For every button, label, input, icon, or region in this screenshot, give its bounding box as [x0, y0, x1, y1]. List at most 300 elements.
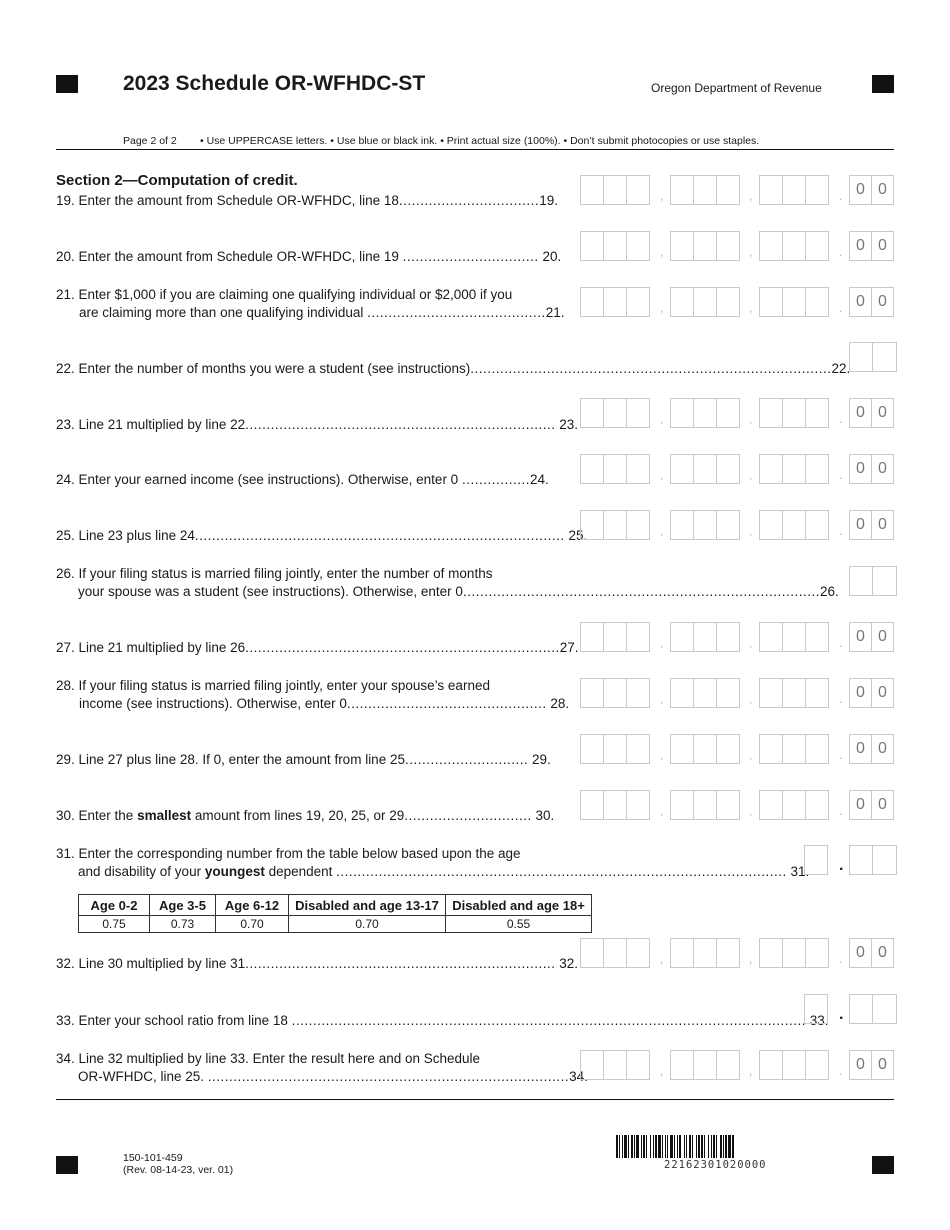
digit-cell[interactable] [671, 455, 694, 483]
barcode-bar [658, 1135, 661, 1158]
cents-digit: 0 [878, 293, 887, 310]
digit-cell[interactable] [627, 511, 649, 539]
digit-group[interactable] [670, 678, 740, 708]
digit-cell[interactable] [581, 455, 604, 483]
footer-divider [56, 1099, 894, 1100]
thousands-separator: , [660, 524, 664, 538]
digit-group[interactable] [759, 510, 829, 540]
digit-group[interactable] [670, 231, 740, 261]
line-24-label: 24. Enter your earned income (see instructions). Otherwise, enter 0 ................24. [56, 472, 549, 487]
decimal-separator: . [839, 245, 843, 259]
barcode-bar [728, 1135, 731, 1158]
line-19-amount-field[interactable] [580, 175, 896, 205]
digit-cell[interactable] [581, 511, 604, 539]
digit-cell[interactable] [581, 679, 604, 707]
digit-cell[interactable] [783, 1051, 806, 1079]
section-heading: Section 2—Computation of credit. [56, 172, 298, 189]
decimal-separator: . [839, 636, 843, 650]
line-21-amount-field[interactable] [580, 287, 896, 317]
digit-cell[interactable] [604, 511, 627, 539]
digit-cell[interactable] [717, 791, 739, 819]
age-factor-table [78, 894, 592, 933]
line-33-whole-digit[interactable] [804, 994, 828, 1024]
digit-cell[interactable] [694, 511, 717, 539]
header-divider [56, 149, 894, 150]
cents-group [849, 790, 894, 820]
cents-digit: 0 [878, 684, 887, 701]
digit-group[interactable] [580, 287, 650, 317]
barcode-bar [674, 1135, 675, 1158]
decimal-separator: . [839, 189, 843, 203]
line-21-label: 21. Enter $1,000 if you are claiming one qualifying individual or $2,000 if you are claiming more than one qualifying individual ..........................................21. [56, 287, 565, 320]
digit-cell[interactable] [783, 511, 806, 539]
barcode-bar [679, 1135, 681, 1158]
digit-cell[interactable] [671, 623, 694, 651]
digit-group[interactable] [759, 287, 829, 317]
barcode-bar [619, 1135, 620, 1158]
digit-cell[interactable] [604, 679, 627, 707]
cents-digit: 0 [878, 1056, 887, 1073]
digit-group[interactable] [670, 510, 740, 540]
thousands-separator: , [749, 524, 753, 538]
line-33-decimal-digits[interactable] [849, 994, 897, 1024]
digit-cell[interactable] [627, 232, 649, 260]
cents-digit: 0 [850, 939, 872, 967]
line-27-amount-field[interactable] [580, 622, 896, 652]
digit-cell[interactable] [806, 176, 828, 204]
digit-cell[interactable] [671, 791, 694, 819]
digit-group[interactable] [759, 175, 829, 205]
registration-mark-top-right [872, 75, 894, 93]
line-25-amount-field[interactable] [580, 510, 896, 540]
barcode-bar [641, 1135, 642, 1158]
cents-digit: 0 [850, 623, 872, 651]
cents-digit: 0 [850, 791, 872, 819]
digit-cell[interactable] [806, 735, 828, 763]
digit-cell[interactable] [581, 939, 604, 967]
digit-cell[interactable] [671, 288, 694, 316]
department-name: Oregon Department of Revenue [651, 81, 822, 95]
cents-group [849, 1050, 894, 1080]
line-19-label: 19. Enter the amount from Schedule OR-WFHDC, line 18.................................19. [56, 193, 558, 208]
digit-cell[interactable] [783, 623, 806, 651]
registration-mark-bottom-right [872, 1156, 894, 1174]
digit-cell[interactable] [806, 399, 828, 427]
digit-cell[interactable] [604, 399, 627, 427]
digit-cell[interactable] [604, 735, 627, 763]
digit-cell[interactable] [694, 735, 717, 763]
barcode-bar [677, 1135, 678, 1158]
digit-group[interactable] [759, 622, 829, 652]
cents-digit: 0 [878, 404, 887, 421]
digit-cell[interactable] [627, 399, 649, 427]
thousands-separator: , [660, 692, 664, 706]
digit-cell[interactable] [806, 511, 828, 539]
digit-cell[interactable] [694, 455, 717, 483]
digit-cell[interactable] [783, 176, 806, 204]
registration-mark-top-left [56, 75, 78, 93]
line-30-label: 30. Enter the smallest amount from lines 19, 20, 25, or 29.............................. 30. [56, 808, 555, 823]
table-header: Age 3-5 [150, 895, 216, 916]
digit-group[interactable] [670, 454, 740, 484]
line-27-label: 27. Line 21 multiplied by line 26..........................................................................27. [56, 640, 579, 655]
digit-group[interactable] [580, 734, 650, 764]
barcode-bar [662, 1135, 663, 1158]
cents-digit: 0 [850, 176, 872, 204]
barcode-bar [650, 1135, 651, 1158]
digit-group[interactable] [580, 790, 650, 820]
cents-digit: 0 [878, 796, 887, 813]
thousands-separator: , [749, 468, 753, 482]
digit-cell[interactable] [717, 511, 739, 539]
thousands-separator: , [749, 952, 753, 966]
digit-group[interactable] [580, 678, 650, 708]
digit-group[interactable] [580, 231, 650, 261]
digit-cell[interactable] [627, 176, 649, 204]
digit-cell[interactable] [627, 939, 649, 967]
decimal-separator: . [839, 468, 843, 482]
digit-cell[interactable] [760, 176, 783, 204]
digit-cell[interactable] [783, 679, 806, 707]
barcode-bar [686, 1135, 687, 1158]
digit-group[interactable] [759, 454, 829, 484]
page-number: Page 2 of 2 [123, 135, 177, 147]
digit-cell[interactable] [806, 455, 828, 483]
thousands-separator: , [749, 189, 753, 203]
cents-digit: 0 [850, 679, 872, 707]
line-31-decimal-digits[interactable] [849, 845, 897, 875]
digit-cell[interactable] [806, 623, 828, 651]
digit-cell[interactable] [760, 511, 783, 539]
digit-cell[interactable] [717, 679, 739, 707]
thousands-separator: , [749, 301, 753, 315]
decimal-separator: . [839, 692, 843, 706]
cents-digit: 0 [850, 399, 872, 427]
cents-digit: 0 [878, 460, 887, 477]
digit-group[interactable] [580, 175, 650, 205]
digit-cell[interactable] [806, 939, 828, 967]
digit-cell[interactable] [694, 791, 717, 819]
barcode-bar [636, 1135, 639, 1158]
registration-mark-bottom-left [56, 1156, 78, 1174]
decimal-separator: . [839, 524, 843, 538]
digit-group[interactable] [580, 622, 650, 652]
line-34-label: 34. Line 32 multiplied by line 33. Enter the result here and on Schedule OR-WFHDC, line 25. .....................................................................................34. [56, 1051, 588, 1084]
cents-group [849, 622, 894, 652]
thousands-separator: , [749, 748, 753, 762]
digit-cell[interactable] [694, 176, 717, 204]
digit-cell[interactable] [783, 455, 806, 483]
digit-cell[interactable] [694, 623, 717, 651]
digit-group[interactable] [759, 231, 829, 261]
thousands-separator: , [660, 468, 664, 482]
line-22-label: 22. Enter the number of months you were a student (see instructions).....................................................................................22. [56, 361, 851, 376]
line-26-label: 26. If your filing status is married filing jointly, enter the number of months your spouse was a student (see instructions). Otherwise, enter 0....................................................................................26. [56, 566, 839, 599]
thousands-separator: , [660, 636, 664, 650]
barcode-bar [684, 1135, 685, 1158]
thousands-separator: , [660, 245, 664, 259]
barcode-bar [665, 1135, 666, 1158]
digit-group[interactable] [759, 678, 829, 708]
digit-cell[interactable] [760, 679, 783, 707]
barcode-bar [716, 1135, 717, 1158]
thousands-separator: , [660, 804, 664, 818]
cents-group [849, 287, 894, 317]
digit-cell[interactable] [760, 399, 783, 427]
barcode [616, 1135, 828, 1158]
digit-cell[interactable] [604, 623, 627, 651]
digit-cell[interactable] [783, 399, 806, 427]
thousands-separator: , [660, 952, 664, 966]
line-28-amount-field[interactable] [580, 678, 896, 708]
digit-group[interactable] [670, 622, 740, 652]
digit-cell[interactable] [671, 679, 694, 707]
digit-cell[interactable] [694, 679, 717, 707]
cents-digit: 0 [850, 455, 872, 483]
line-30-amount-field[interactable] [580, 790, 896, 820]
barcode-bar [704, 1135, 705, 1158]
digit-cell[interactable] [717, 1051, 739, 1079]
thousands-separator: , [749, 692, 753, 706]
digit-group[interactable] [670, 175, 740, 205]
barcode-bar [643, 1135, 645, 1158]
digit-cell[interactable] [604, 939, 627, 967]
digit-group[interactable] [580, 398, 650, 428]
thousands-separator: , [749, 412, 753, 426]
cents-digit: 0 [850, 288, 872, 316]
line-29-label: 29. Line 27 plus line 28. If 0, enter the amount from line 25............................. 29. [56, 752, 551, 767]
digit-group[interactable] [759, 398, 829, 428]
line-26-months-field[interactable] [849, 566, 897, 596]
digit-cell[interactable] [604, 176, 627, 204]
digit-cell[interactable] [604, 1051, 627, 1079]
digit-cell[interactable] [671, 399, 694, 427]
digit-cell[interactable] [717, 399, 739, 427]
digit-group[interactable] [759, 1050, 829, 1080]
decimal-separator: . [839, 301, 843, 315]
decimal-separator: . [839, 952, 843, 966]
digit-group[interactable] [580, 510, 650, 540]
thousands-separator: , [749, 636, 753, 650]
barcode-bar [616, 1135, 618, 1158]
barcode-bar [624, 1135, 627, 1158]
cents-digit: 0 [878, 740, 887, 757]
digit-group[interactable] [580, 454, 650, 484]
decimal-separator: . [839, 748, 843, 762]
cents-group [849, 175, 894, 205]
digit-group[interactable] [670, 734, 740, 764]
digit-group[interactable] [670, 1050, 740, 1080]
digit-cell[interactable] [581, 735, 604, 763]
barcode-bar [708, 1135, 709, 1158]
digit-cell[interactable] [581, 399, 604, 427]
barcode-bar [723, 1135, 724, 1158]
digit-cell[interactable] [806, 791, 828, 819]
barcode-bar [711, 1135, 712, 1158]
digit-cell[interactable] [717, 232, 739, 260]
digit-group[interactable] [670, 287, 740, 317]
line-22-months-field[interactable] [849, 342, 897, 372]
line-32-amount-field[interactable] [580, 938, 896, 968]
barcode-bar [732, 1135, 734, 1158]
barcode-bar [653, 1135, 654, 1158]
digit-cell[interactable] [760, 939, 783, 967]
cents-digit: 0 [850, 1051, 872, 1079]
line-31-whole-digit[interactable] [804, 845, 828, 875]
digit-cell[interactable] [717, 455, 739, 483]
digit-cell[interactable] [783, 791, 806, 819]
barcode-bar [696, 1135, 697, 1158]
digit-cell[interactable] [627, 735, 649, 763]
barcode-number: 22162301020000 [664, 1159, 767, 1171]
table-cell: 0.55 [446, 916, 592, 933]
digit-cell[interactable] [760, 735, 783, 763]
barcode-bar [725, 1135, 727, 1158]
digit-cell[interactable] [671, 511, 694, 539]
digit-cell[interactable] [717, 939, 739, 967]
table-cell: 0.70 [289, 916, 446, 933]
digit-cell[interactable] [627, 1051, 649, 1079]
cents-group [849, 454, 894, 484]
cents-digit: 0 [878, 628, 887, 645]
digit-group[interactable] [759, 938, 829, 968]
line-20-amount-field[interactable] [580, 231, 896, 261]
digit-cell[interactable] [694, 288, 717, 316]
digit-cell[interactable] [604, 232, 627, 260]
digit-cell[interactable] [806, 288, 828, 316]
digit-cell[interactable] [717, 288, 739, 316]
thousands-separator: , [749, 804, 753, 818]
digit-cell[interactable] [581, 232, 604, 260]
line-31-decimal-field[interactable] [804, 845, 896, 875]
digit-cell[interactable] [627, 791, 649, 819]
digit-cell[interactable] [604, 791, 627, 819]
line-23-label: 23. Line 21 multiplied by line 22......................................................................... 23. [56, 417, 578, 432]
digit-cell[interactable] [783, 232, 806, 260]
thousands-separator: , [660, 301, 664, 315]
digit-cell[interactable] [671, 735, 694, 763]
thousands-separator: , [660, 412, 664, 426]
barcode-bar [622, 1135, 623, 1158]
barcode-bar [646, 1135, 647, 1158]
barcode-bar [667, 1135, 668, 1158]
decimal-point: . [839, 1006, 844, 1023]
digit-cell[interactable] [581, 288, 604, 316]
digit-cell[interactable] [717, 735, 739, 763]
cents-digit: 0 [878, 237, 887, 254]
digit-cell[interactable] [760, 288, 783, 316]
digit-cell[interactable] [760, 1051, 783, 1079]
cents-digit: 0 [878, 516, 887, 533]
digit-cell[interactable] [806, 679, 828, 707]
cents-group [849, 231, 894, 261]
digit-cell[interactable] [581, 791, 604, 819]
barcode-bar [701, 1135, 703, 1158]
thousands-separator: , [660, 189, 664, 203]
digit-cell[interactable] [581, 623, 604, 651]
thousands-separator: , [749, 1064, 753, 1078]
barcode-bar [631, 1135, 633, 1158]
table-cell: 0.70 [216, 916, 289, 933]
digit-cell[interactable] [627, 623, 649, 651]
digit-cell[interactable] [671, 939, 694, 967]
line-25-label: 25. Line 23 plus line 24....................................................................................... 25. [56, 528, 588, 543]
line-23-amount-field[interactable] [580, 398, 896, 428]
thousands-separator: , [660, 1064, 664, 1078]
digit-cell[interactable] [581, 176, 604, 204]
digit-cell[interactable] [783, 939, 806, 967]
barcode-bar [634, 1135, 635, 1158]
barcode-bar [670, 1135, 673, 1158]
barcode-bar [628, 1135, 629, 1158]
digit-cell[interactable] [694, 939, 717, 967]
digit-cell[interactable] [627, 455, 649, 483]
digit-cell[interactable] [694, 1051, 717, 1079]
digit-cell[interactable] [694, 399, 717, 427]
digit-cell[interactable] [783, 288, 806, 316]
digit-cell[interactable] [604, 288, 627, 316]
line-24-amount-field[interactable] [580, 454, 896, 484]
digit-cell[interactable] [627, 679, 649, 707]
cents-digit: 0 [850, 735, 872, 763]
digit-cell[interactable] [760, 232, 783, 260]
form-number-text: 150-101-459 [123, 1152, 183, 1164]
cents-group [849, 938, 894, 968]
thousands-separator: , [660, 748, 664, 762]
digit-group[interactable] [759, 734, 829, 764]
barcode-bar [698, 1135, 700, 1158]
table-row [79, 916, 592, 933]
decimal-point: . [839, 857, 844, 874]
digit-cell[interactable] [760, 791, 783, 819]
table-header: Age 0-2 [79, 895, 150, 916]
form-title: 2023 Schedule OR-WFHDC-ST [123, 72, 426, 95]
line-33-label: 33. Enter your school ratio from line 18 ......................................................................................................................... 33. [56, 1013, 829, 1028]
digit-cell[interactable] [671, 1051, 694, 1079]
table-cell: 0.75 [79, 916, 150, 933]
digit-group[interactable] [670, 790, 740, 820]
line-34-amount-field[interactable] [580, 1050, 896, 1080]
digit-cell[interactable] [806, 232, 828, 260]
digit-cell[interactable] [694, 232, 717, 260]
digit-cell[interactable] [627, 288, 649, 316]
line-31-label: 31. Enter the corresponding number from the table below based upon the age and disability of your youngest dependent .......................................................................................................... 31. [56, 846, 810, 879]
digit-group[interactable] [580, 938, 650, 968]
digit-cell[interactable] [581, 1051, 604, 1079]
barcode-bar [713, 1135, 715, 1158]
form-instructions: • Use UPPERCASE letters. • Use blue or black ink. • Print actual size (100%). • Don’t submit photocopies or use staples. [200, 135, 760, 147]
form-number [123, 1152, 233, 1176]
digit-group[interactable] [670, 938, 740, 968]
revision-text: (Rev. 08-14-23, ver. 01) [123, 1164, 234, 1176]
line-29-amount-field[interactable] [580, 734, 896, 764]
line-33-decimal-field[interactable] [804, 994, 896, 1024]
digit-cell[interactable] [671, 232, 694, 260]
digit-cell[interactable] [671, 176, 694, 204]
table-header: Age 6-12 [216, 895, 289, 916]
digit-group[interactable] [580, 1050, 650, 1080]
digit-cell[interactable] [760, 455, 783, 483]
digit-cell[interactable] [717, 176, 739, 204]
digit-cell[interactable] [717, 623, 739, 651]
digit-cell[interactable] [604, 455, 627, 483]
digit-cell[interactable] [760, 623, 783, 651]
digit-group[interactable] [670, 398, 740, 428]
digit-cell[interactable] [783, 735, 806, 763]
digit-cell[interactable] [806, 1051, 828, 1079]
decimal-separator: . [839, 804, 843, 818]
digit-group[interactable] [759, 790, 829, 820]
